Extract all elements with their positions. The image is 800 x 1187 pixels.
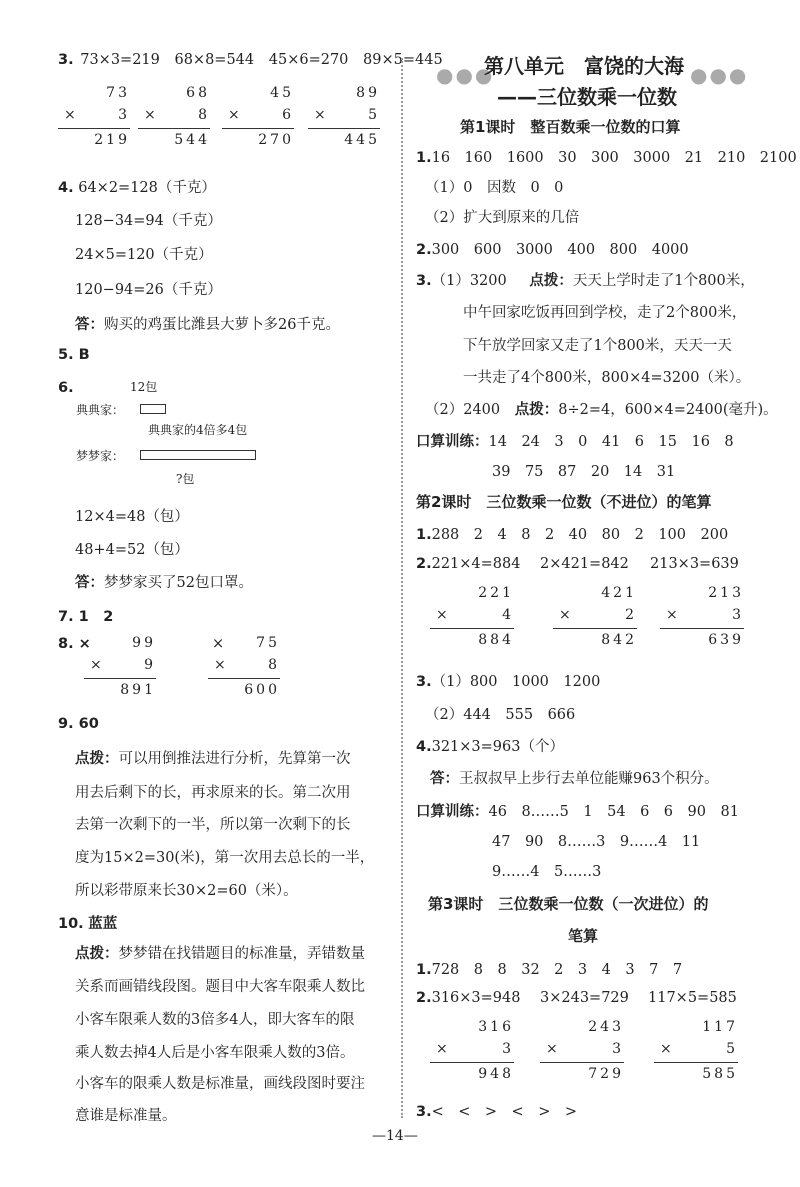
calc-result: 600: [244, 682, 280, 698]
vertical-calc: 89 × 5 445: [308, 82, 380, 151]
q-text: （2）扩大到原来的几倍: [425, 210, 580, 226]
calc-multiplier: 5: [368, 107, 380, 123]
q3-line: [58, 52, 443, 68]
q-text: 728 8 8 32 2 3 4 3 7 7: [431, 962, 683, 978]
answer-text: 购买的鸡蛋比潍县大萝卜多26千克。: [104, 317, 340, 333]
calc-top: 421: [601, 585, 637, 601]
hint-text: 度为15×2=30(米)，第一次用去总长的一半，: [75, 850, 375, 866]
q10-text: 蓝蓝: [88, 916, 118, 932]
q-text: （1）3200: [431, 273, 507, 289]
calc-top: 221: [478, 585, 514, 601]
calc-result: 219: [94, 132, 130, 148]
q9-text: 60: [78, 716, 99, 732]
answer-label: 答：: [75, 317, 104, 333]
l1-oral: [416, 430, 734, 451]
l1-q1: [416, 146, 797, 167]
q5-line: [58, 347, 90, 363]
calc-result: 544: [174, 132, 210, 148]
vertical-calc: 243 × 3 729: [540, 1016, 624, 1085]
vertical-calc: 68 × 8 544: [138, 82, 210, 151]
column-divider: [401, 58, 403, 1118]
diagram-label: ?包: [176, 472, 195, 486]
calc-top: 73: [106, 85, 130, 101]
vertical-calc: 75 × 8 600: [208, 632, 280, 701]
answer-label: 答：: [430, 771, 459, 787]
q3-eq: 68×8=544: [174, 52, 255, 68]
page-number: —14—: [372, 1128, 418, 1144]
answer-label: 答：: [75, 575, 104, 591]
calc-multiplier: 5: [726, 1041, 738, 1057]
calc-top: 75: [256, 635, 280, 651]
answer-text: 梦梦家买了52包口罩。: [104, 575, 253, 591]
lesson-title: 第3课时 三位数乘一位数（一次进位）的: [428, 895, 709, 913]
vertical-calc: 117 × 5 585: [654, 1016, 738, 1085]
calc-top: 68: [186, 85, 210, 101]
q-label: 2.: [416, 556, 432, 572]
l2-oral: [416, 800, 739, 821]
q-eq: 3×243=729: [540, 990, 629, 1006]
diagram-segment: [140, 404, 166, 414]
calc-result: 445: [344, 132, 380, 148]
l2-q2: [416, 556, 521, 572]
l2-q3: [416, 670, 600, 691]
q9-label: 9.: [58, 716, 74, 732]
q7-label: 7.: [58, 609, 74, 625]
q7-text: 1 2: [78, 609, 114, 625]
q4-text: 120−94=26（千克）: [75, 282, 222, 298]
calc-result: 270: [258, 132, 294, 148]
calc-top: 316: [478, 1019, 514, 1035]
oral-text: 9……4 5……3: [492, 864, 602, 880]
oral-label: 口算训练：: [416, 434, 489, 450]
q-text: （2）2400: [425, 402, 501, 418]
hint-text: 天天上学时走了1个800米，: [572, 273, 755, 289]
calc-multiplier: 3: [612, 1041, 624, 1057]
lesson-title: 笔算: [568, 927, 599, 945]
q6-answer: [75, 571, 253, 592]
q5-label: 5.: [58, 347, 74, 363]
calc-result: 729: [588, 1066, 624, 1082]
hint-text: 意谁是标准量。: [75, 1108, 177, 1124]
q10-hint: [75, 942, 365, 963]
q-text: 321×3=963（个）: [431, 739, 564, 755]
q6-text: 12×4=48（包）: [75, 509, 189, 525]
calc-top: 99: [132, 635, 156, 651]
calc-top: 243: [588, 1019, 624, 1035]
vertical-calc: 213 × 3 639: [660, 582, 744, 651]
hint-text: 所以彩带原来长30×2=60（米）。: [75, 883, 298, 899]
unit-subtitle: ——三位数乘一位数: [497, 85, 677, 109]
hint-label: 点拨：: [514, 402, 559, 418]
calc-multiplier: 2: [625, 607, 637, 623]
hint-text: 用去后剩下的长，再求原来的长。第二次用: [75, 785, 351, 801]
q-label: 3.: [416, 273, 432, 289]
hint-text: 去第一次剩下的一半，所以第一次剩下的长: [75, 817, 351, 833]
q-label: 1.: [416, 150, 432, 166]
l1-q3: [416, 269, 755, 290]
q-label: 3.: [416, 674, 432, 690]
q-text: < < > < > >: [431, 1104, 578, 1120]
q3-eq: 45×6=270: [268, 52, 349, 68]
q7-line: [58, 605, 113, 626]
decor-dots: ●●●: [436, 63, 495, 87]
lesson-title: 第2课时 三位数乘一位数（不进位）的笔算: [416, 493, 712, 511]
oral-label: 口算训练：: [416, 804, 489, 820]
hint-text: 可以用倒推法进行分析，先算第一次: [118, 751, 351, 767]
l1-q3-part2: [425, 398, 778, 419]
l3-q2: [416, 990, 521, 1006]
diagram-row-label: 梦梦家：: [76, 449, 125, 463]
unit-title: 第八单元 富饶的大海: [484, 54, 684, 78]
l3-q3: [416, 1100, 577, 1121]
diagram-segment: [140, 450, 256, 460]
q6-label: 6.: [58, 380, 74, 396]
decor-dots: ●●●: [690, 63, 749, 87]
hint-text: 小客车限乘人数的3倍多4人，即大客车的限: [75, 1012, 355, 1028]
q6-text: 48+4=52（包）: [75, 542, 189, 558]
vertical-calc: 221 × 4 884: [430, 582, 514, 651]
q3-eq: 73×3=219: [80, 52, 160, 68]
calc-top: 213: [708, 585, 744, 601]
hint-label: 点拨：: [75, 751, 119, 767]
calc-result: 639: [708, 632, 744, 648]
q-text: （1）0 因数 0 0: [425, 180, 564, 196]
q9-line: [58, 716, 99, 732]
hint-text: 关系而画错线段图。题目中大客车限乘人数比: [75, 979, 365, 995]
q-eq: 117×5=585: [648, 990, 737, 1006]
hint-text: 下午放学回家又走了1个800米，天天一天: [463, 338, 732, 354]
calc-result: 891: [120, 682, 156, 698]
vertical-calc: 99 × 9 891: [84, 632, 156, 701]
q-text: 288 2 4 8 2 40 80 2 100 200: [431, 527, 729, 543]
calc-multiplier: 3: [502, 1041, 514, 1057]
vertical-calc: 316 × 3 948: [430, 1016, 514, 1085]
oral-text: 47 90 8……3 9……4 11: [492, 834, 701, 850]
calc-multiplier: 8: [198, 107, 210, 123]
q-eq: 2×421=842: [540, 556, 629, 572]
q-label: 3.: [416, 1104, 432, 1120]
oral-text: 14 24 3 0 41 6 15 16 8: [488, 434, 734, 450]
calc-multiplier: 6: [282, 107, 294, 123]
calc-top: 89: [356, 85, 380, 101]
q-label: 1.: [416, 527, 432, 543]
q10-line: [58, 912, 117, 933]
l2-answer: [430, 767, 719, 788]
hint-text: 8÷2=4，600×4=2400(毫升)。: [558, 402, 778, 418]
hint-text: 乘人数去掉4人后是小客车限乘人数的3倍。: [75, 1045, 355, 1061]
diagram-label: 典典家的4倍多4包: [148, 423, 248, 437]
calc-multiplier: 3: [118, 107, 130, 123]
hint-text: 中午回家吃饭再回到学校，走了2个800米，: [463, 305, 747, 321]
q4-text: 24×5=120（千克）: [75, 247, 213, 263]
q-text: 300 600 3000 400 800 4000: [431, 242, 689, 258]
vertical-calc: 73 × 3 219: [58, 82, 130, 151]
lesson-title: 第1课时 整百数乘一位数的口算: [460, 118, 681, 136]
calc-multiplier: 4: [502, 607, 514, 623]
q-text: 16 160 1600 30 300 3000 21 210 2100: [431, 150, 797, 166]
calc-result: 842: [601, 632, 637, 648]
q-label: 2.: [416, 990, 432, 1006]
calc-top: 45: [270, 85, 294, 101]
calc-top: 117: [702, 1019, 738, 1035]
diagram-label: 12包: [130, 380, 158, 394]
hint-label: 点拨：: [529, 273, 573, 289]
q-eq: 316×3=948: [431, 990, 521, 1006]
hint-text: 梦梦错在找错题目的标准量，弄错数量: [118, 946, 365, 962]
calc-multiplier: 3: [732, 607, 744, 623]
q-eq: 221×4=884: [431, 556, 521, 572]
oral-text: 46 8……5 1 54 6 6 90 81: [488, 804, 739, 820]
hint-label: 点拨：: [75, 946, 119, 962]
q4-answer: [75, 313, 340, 334]
q-label: 1.: [416, 962, 432, 978]
q4-text: 128−34=94（千克）: [75, 213, 222, 229]
l2-q4: [416, 735, 564, 756]
q5-text: B: [78, 347, 90, 363]
hint-text: 一共走了4个800米，800×4=3200（米）。: [463, 370, 751, 386]
q-label: 4.: [416, 739, 432, 755]
q4-line: [58, 176, 216, 197]
l3-q1: [416, 958, 682, 979]
q8-label: 8.: [58, 636, 74, 652]
q3-label: 3.: [58, 52, 74, 68]
q9-hint: [75, 747, 351, 768]
q-text: （2）444 555 666: [425, 707, 576, 723]
q4-label: 4.: [58, 180, 74, 196]
q8-mark: ×: [212, 636, 225, 652]
diagram-row-label: 典典家：: [76, 403, 125, 417]
calc-result: 948: [478, 1066, 514, 1082]
vertical-calc: 45 × 6 270: [222, 82, 294, 151]
oral-text: 39 75 87 20 14 31: [492, 464, 676, 480]
calc-multiplier: 9: [144, 657, 156, 673]
q-eq: 213×3=639: [650, 556, 739, 572]
q4-text: 64×2=128（千克）: [78, 180, 216, 196]
l1-q2: [416, 238, 689, 259]
answer-text: 王叔叔早上步行去单位能赚963个积分。: [459, 771, 719, 787]
calc-multiplier: 8: [268, 657, 280, 673]
q10-label: 10.: [58, 916, 84, 932]
vertical-calc: 421 × 2 842: [553, 582, 637, 651]
q-text: （1）800 1000 1200: [431, 674, 601, 690]
q8-mark: ×: [78, 636, 91, 652]
l2-q1: [416, 523, 728, 544]
q3-eq: 89×5=445: [363, 52, 443, 68]
calc-result: 585: [702, 1066, 738, 1082]
hint-text: 小客车的限乘人数是标准量，画线段图时要注: [75, 1076, 365, 1092]
calc-result: 884: [478, 632, 514, 648]
q-label: 2.: [416, 242, 432, 258]
